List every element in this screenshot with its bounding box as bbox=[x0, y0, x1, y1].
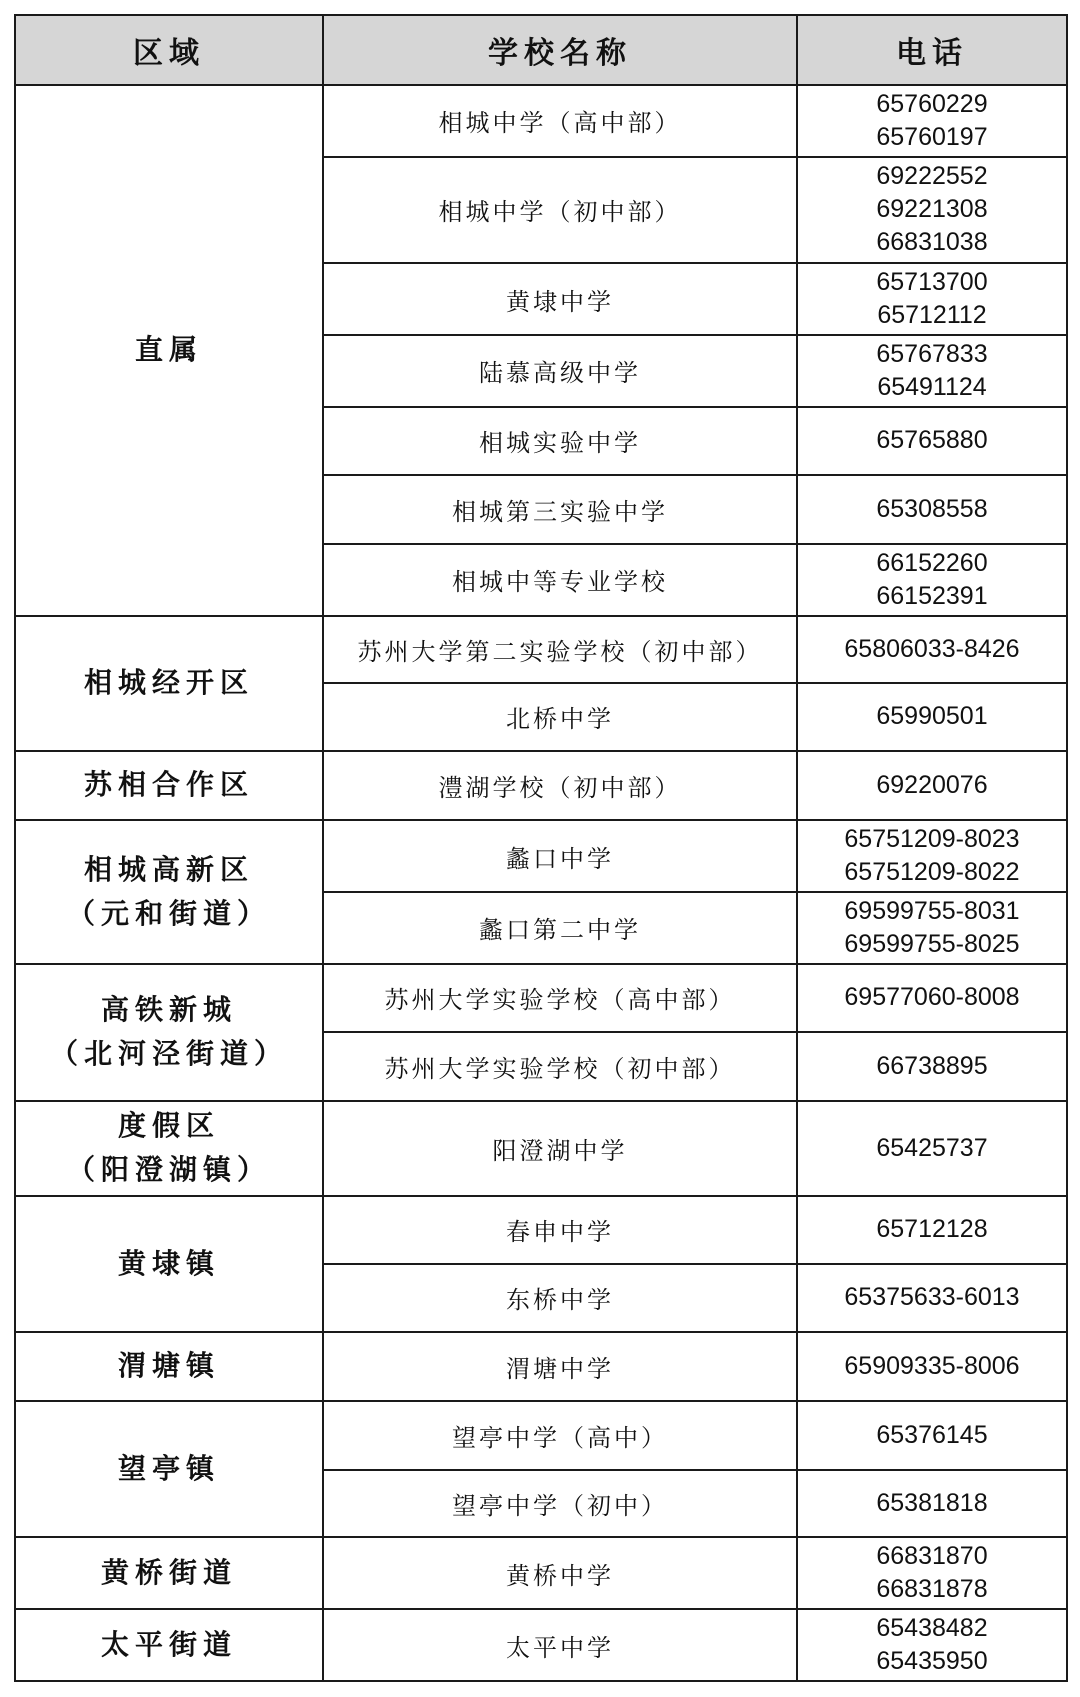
phone-cell bbox=[797, 157, 1067, 264]
header-school: 学校名称 bbox=[323, 15, 797, 85]
school-name: 春申中学 bbox=[323, 1196, 797, 1265]
school-name: 东桥中学 bbox=[323, 1264, 797, 1332]
phone-number: 66152260 bbox=[876, 548, 988, 577]
region-cell bbox=[15, 616, 323, 751]
school-name: 澧湖学校（初中部） bbox=[323, 751, 797, 821]
phone-cell bbox=[797, 335, 1067, 407]
phone-cell bbox=[797, 616, 1067, 684]
school-name: 相城实验中学 bbox=[323, 407, 797, 476]
region-cell bbox=[15, 85, 323, 616]
table-row bbox=[15, 964, 1067, 1033]
school-name: 相城中学（初中部） bbox=[323, 157, 797, 264]
region-cell bbox=[15, 1332, 323, 1402]
header-phone: 电话 bbox=[797, 15, 1067, 85]
phone-cell bbox=[797, 1609, 1067, 1681]
region-name: 相城高新区 bbox=[83, 852, 254, 886]
table-row bbox=[15, 1196, 1067, 1265]
phone-cell bbox=[797, 683, 1067, 751]
phone-number: 65990501 bbox=[876, 702, 988, 731]
phone-cell bbox=[797, 1032, 1067, 1101]
phone-number: 65806033-8426 bbox=[844, 634, 1020, 663]
region-cell bbox=[15, 751, 323, 821]
phone-number: 69599755-8031 bbox=[844, 896, 1020, 925]
phone-number: 65435950 bbox=[876, 1647, 988, 1676]
phone-number: 65751209-8023 bbox=[844, 825, 1020, 853]
table-row bbox=[15, 85, 1067, 157]
phone-number: 65375633-6013 bbox=[844, 1283, 1020, 1312]
school-name: 相城中学（高中部） bbox=[323, 85, 797, 157]
region-cell bbox=[15, 964, 323, 1101]
phone-cell bbox=[797, 475, 1067, 544]
phone-number: 69599755-8025 bbox=[844, 929, 1020, 958]
region-name: 望亭镇 bbox=[117, 1452, 220, 1486]
phone-cell bbox=[797, 1196, 1067, 1265]
phone-number: 69222552 bbox=[876, 162, 988, 191]
phone-number: 65713700 bbox=[876, 268, 988, 297]
school-name: 阳澄湖中学 bbox=[323, 1101, 797, 1196]
phone-cell bbox=[797, 263, 1067, 335]
region-name: 相城经开区 bbox=[83, 666, 254, 700]
phone-number: 66831878 bbox=[876, 1575, 988, 1604]
region-cell bbox=[15, 1101, 323, 1196]
school-name: 苏州大学实验学校（初中部） bbox=[323, 1032, 797, 1101]
school-name: 相城中等专业学校 bbox=[323, 544, 797, 616]
phone-cell bbox=[797, 964, 1067, 1033]
region-name: （阳澄湖镇） bbox=[66, 1153, 271, 1187]
region-cell bbox=[15, 820, 323, 963]
phone-cell bbox=[797, 1537, 1067, 1609]
phone-number: 65491124 bbox=[877, 372, 987, 401]
phone-number: 66738895 bbox=[876, 1051, 988, 1080]
table-row bbox=[15, 616, 1067, 684]
phone-cell bbox=[797, 544, 1067, 616]
phone-number: 69220076 bbox=[876, 770, 988, 799]
school-name: 苏州大学第二实验学校（初中部） bbox=[323, 616, 797, 684]
school-name: 望亭中学（初中） bbox=[323, 1470, 797, 1538]
school-name: 黄埭中学 bbox=[323, 263, 797, 335]
table-row bbox=[15, 1101, 1067, 1196]
phone-number: 65308558 bbox=[876, 495, 988, 524]
school-name: 太平中学 bbox=[323, 1609, 797, 1681]
school-name: 望亭中学（高中） bbox=[323, 1401, 797, 1470]
region-name: 黄埭镇 bbox=[117, 1246, 220, 1280]
phone-number: 65765880 bbox=[876, 426, 988, 455]
phone-number: 65438482 bbox=[876, 1614, 988, 1643]
phone-number: 65376145 bbox=[876, 1421, 988, 1450]
phone-number: 66152391 bbox=[876, 581, 988, 610]
table-row bbox=[15, 751, 1067, 821]
phone-number: 65760229 bbox=[876, 89, 988, 118]
phone-number: 65381818 bbox=[876, 1489, 988, 1518]
region-name: 度假区 bbox=[117, 1109, 220, 1143]
phone-number: 65909335-8006 bbox=[844, 1351, 1020, 1380]
phone-number: 65767833 bbox=[876, 339, 988, 368]
phone-number: 65712128 bbox=[876, 1215, 988, 1244]
region-cell bbox=[15, 1537, 323, 1609]
school-name: 陆慕高级中学 bbox=[323, 335, 797, 407]
table-row bbox=[15, 1332, 1067, 1402]
region-cell bbox=[15, 1196, 323, 1332]
phone-number: 66831038 bbox=[876, 228, 988, 257]
region-name: （元和街道） bbox=[66, 896, 271, 930]
phone-cell bbox=[797, 892, 1067, 964]
region-name: 直属 bbox=[134, 333, 203, 367]
table-row bbox=[15, 1401, 1067, 1470]
phone-cell bbox=[797, 1332, 1067, 1402]
header-row bbox=[15, 15, 1067, 85]
phone-cell bbox=[797, 85, 1067, 157]
school-name: 北桥中学 bbox=[323, 683, 797, 751]
table-row bbox=[15, 820, 1067, 892]
region-name: （北河泾街道） bbox=[49, 1037, 288, 1071]
table-row bbox=[15, 1609, 1067, 1681]
phone-number: 65712112 bbox=[877, 301, 987, 330]
region-name: 太平街道 bbox=[100, 1628, 237, 1662]
school-name: 黄桥中学 bbox=[323, 1537, 797, 1609]
region-name: 渭塘镇 bbox=[117, 1349, 220, 1383]
phone-number: 65425737 bbox=[876, 1133, 988, 1162]
phone-number: 66831870 bbox=[876, 1542, 988, 1571]
phone-cell bbox=[797, 1470, 1067, 1538]
phone-cell bbox=[797, 820, 1067, 892]
school-name: 苏州大学实验学校（高中部） bbox=[323, 964, 797, 1033]
region-cell bbox=[15, 1609, 323, 1681]
phone-number: 69577060-8008 bbox=[844, 983, 1020, 1012]
region-name: 高铁新城 bbox=[100, 993, 237, 1027]
region-name: 苏相合作区 bbox=[83, 768, 254, 802]
phone-number: 65760197 bbox=[876, 122, 988, 151]
phone-number: 69221308 bbox=[876, 195, 988, 224]
table-row bbox=[15, 1537, 1067, 1609]
school-phone-table bbox=[14, 14, 1068, 1682]
phone-cell bbox=[797, 407, 1067, 476]
phone-number: 65751209-8022 bbox=[844, 858, 1020, 886]
school-name: 渭塘中学 bbox=[323, 1332, 797, 1402]
region-cell bbox=[15, 1401, 323, 1537]
school-name: 相城第三实验中学 bbox=[323, 475, 797, 544]
phone-cell bbox=[797, 1401, 1067, 1470]
phone-cell bbox=[797, 1101, 1067, 1196]
school-name: 蠡口第二中学 bbox=[323, 892, 797, 964]
region-name: 黄桥街道 bbox=[100, 1556, 237, 1590]
header-region: 区域 bbox=[15, 15, 323, 85]
phone-cell bbox=[797, 751, 1067, 821]
phone-cell bbox=[797, 1264, 1067, 1332]
table-body bbox=[15, 85, 1067, 1681]
school-name: 蠡口中学 bbox=[323, 820, 797, 892]
